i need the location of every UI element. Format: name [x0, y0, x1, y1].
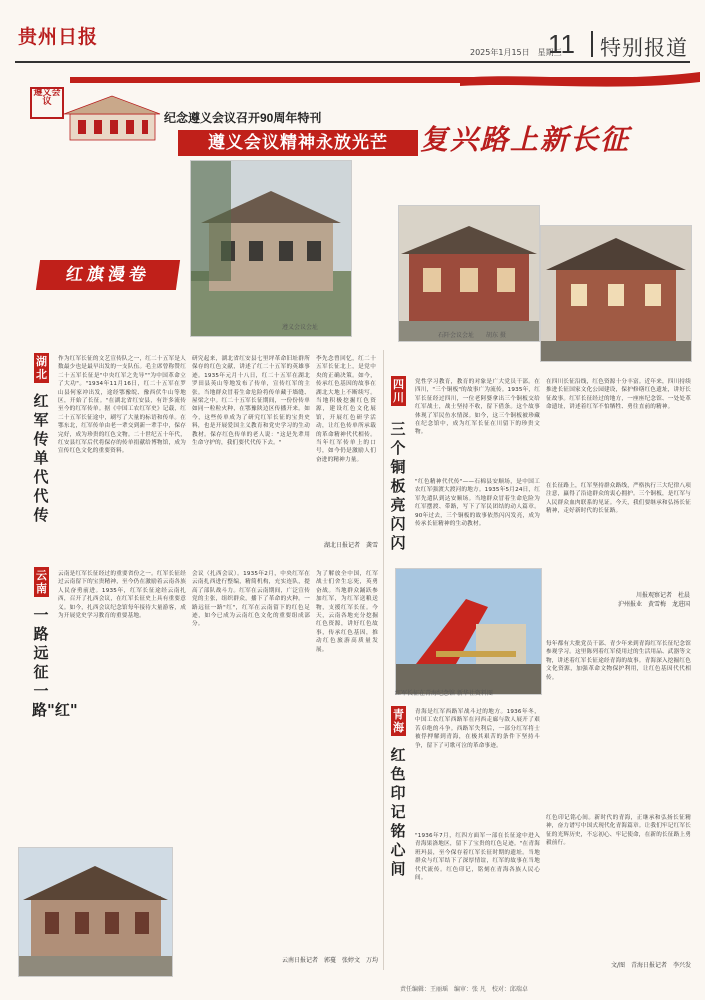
story-body-yunnan-col1: 云南是红军长征经过的重要省份之一。红军长征经过云南留下的宝贵精神，至今仍在激励着云南各族人民奋勇前进。1935年，红军长征途经云南扎西，召开了扎西会议，在红军长征史上具有重要意义。如今，扎西会议纪念馆每年接待大量游客，成为开展党史学习教育的重要基地。 [58, 571, 186, 620]
special-issue-subhead: 纪念遵义会议召开90周年特刊 [164, 111, 322, 125]
story-body-sichuan-col4: 在长征路上，红军坚持群众路线，严格执行三大纪律八项注意，赢得了沿途群众的衷心拥护。三个铜板，是红军与人民群众血肉联系的见证。今天，我们要继承和弘扬长征精神，走好新时代的长征路。 [546, 483, 691, 515]
newspaper-logo: 贵州日报 [18, 26, 99, 48]
calligraphy-slogan: 复兴路上新长征 [420, 123, 631, 156]
photo-yunnan-memorial [18, 847, 173, 977]
masthead-divider [591, 31, 593, 57]
photo-zunyi-site [190, 160, 352, 337]
story-body-qinghai-col2: "1936年7月，红四方面军一部在长征途中进入青海果洛地区，留下了宝贵的红色足迹。"在青海班玛县，至今保存着红军长征时期的遗址。当地群众与红军结下了深厚情谊，红军的故事在当地代代流传。红色印记，铭刻在青海各族人民心间。 [415, 833, 540, 882]
story-body-sichuan-col2: "红色精神代代传"——石棉县安顺场，是中国工农红军强渡大渡河的地方。1935年5月24日，红军先遣队到达安顺场。当地群众冒着生命危险为红军摆渡、带路，写下了军民团结的动人篇章。90年过去，三个铜板的故事依然闪闪发亮，成为传承长征精神的生动教材。 [415, 479, 540, 528]
region-tag-yunnan: 云南 [36, 569, 47, 595]
region-tag-hubei: 湖北 [36, 355, 47, 381]
story-title-yunnan: 一路远征一路"红" [32, 606, 78, 719]
region-tag-sichuan: 四川 [393, 378, 404, 404]
seal-stamp: 遵义会议 [30, 87, 64, 119]
photo-caption-2: 石阡会议会址 胡东 摄 [438, 332, 506, 339]
story-body-sichuan-col3: 在四川长征沿线，红色资源十分丰富。近年来，四川持续推进长征国家文化公园建设，保护修缮红色遗址，讲好长征故事。红军长征经过的地方，一座座纪念馆、一处处革命遗址，讲述着红军不怕牺牲、勇往直前的精神。 [546, 379, 691, 411]
story-body-qinghai-col1: 青海是红军西路军战斗过的地方。1936年冬，中国工农红军西路军在河西走廊与敌人展开了艰苦卓绝的斗争。西路军失利后，一部分红军将士被俘押解到青海，在极其艰苦的条件下坚持斗争，留下了可歌可泣的革命事迹。 [415, 709, 540, 749]
story-title-sichuan: 三个铜板亮闪闪 [390, 420, 406, 552]
story-author-yunnan: 云南日报记者 郭蔓 张婷文 万均 [281, 957, 378, 964]
story-author-hubei: 湖北日报记者 龚雪 [323, 542, 378, 549]
brush-swoosh-icon [460, 70, 700, 100]
story-author-sichuan: 川报观察记者 杜晨 沪州报业 黄雪梅 龙进国 [617, 592, 690, 608]
pavilion-illustration [60, 86, 165, 146]
photo-qinghai-monument [395, 568, 542, 695]
story-title-qinghai: 红色印记铭心间 [390, 746, 406, 878]
section-title: 特别报道 [600, 37, 688, 60]
photo-caption-1: 遵义会议会址 [282, 324, 319, 331]
masthead-rule [15, 61, 690, 63]
region-tag-qinghai: 青海 [393, 708, 404, 734]
column-divider [383, 350, 384, 970]
photo-caption-4: 红军长征在青海纪念馆 新华社资料图 [395, 690, 493, 697]
story-body-qinghai-col4: 红色印记铭心间。新时代的青海，正继承和弘扬长征精神，奋力谱写中国式现代化青海篇章。让我们牢记红军长征的光辉历史，不忘初心、牢记使命，在新的长征路上勇毅前行。 [546, 815, 691, 847]
story-body-qinghai-col3: 每年都有大批党员干部、青少年来到青海红军长征纪念馆参观学习。这里陈列着红军使用过的生活用品、武器等文物，讲述着红军长征途经青海的故事。青海深入挖掘红色文化资源，加强革命文物保护利用，让红色基因代代相传。 [546, 641, 691, 681]
story-title-hubei: 红军传单代代传 [33, 392, 49, 524]
footer-editor-credits: 责任编辑：王丽瑶 编审：张 凡 校对：邱瑞卓 [400, 986, 528, 993]
main-headline: 遵义会议精神永放光芒 [178, 130, 418, 156]
story-body-sichuan-col1: 党性学习教育，教育的对象是广大党员干部。在四川，"三个铜板"的故事广为流传。1935年，红军长征经过四川，一位老阿婆拿出三个铜板交给红军战士，战士坚持不收，留下借条。这个故事体现了军民鱼水情深。如今，这三个铜板被珍藏在纪念馆中，成为红军长征在川留下的珍贵文物。 [415, 379, 540, 436]
story-body-hubei-col1: 作为红军长征的文艺宣传队之一，红二十五军是人数最少也是最早出发的一支队伍。毛主席曾称赞红二十五军长征是"中央红军之先导""为中国革命立了大功"。"1934年11月16日，红二十五军在罗山县何家冲出发，途经鄂豫皖、豫西伏牛山等地区，开始了长征。"在湖北省红安县，有许多流传至今的红军传单。据《中国工农红军史》记载，红二十五军长征途中，刷写了大量的标语和传单。在鄂东北，红军传单由老一辈交到新一辈手中，保存完好，成为珍贵的红色文物。二十世纪五十年代，红安县红军后代将保存的传单捐献给博物馆，成为宣传红色文化的重要资料。 [58, 356, 186, 455]
story-body-yunnan-col2: 会议（扎西会议）。1935年2月，中央红军在云南扎西进行整编，精简机构，充实连队，提高了部队战斗力。红军在云南期间，广泛宣传党的主张，组织群众，播下了革命的火种。一路远征一路"红"，红军在云南留下的红色足迹，如今已成为云南红色文化的重要组成部分。 [192, 571, 310, 628]
page-number: 11 [548, 29, 575, 59]
story-author-qinghai: 文/图 青海日报记者 李兴发 [610, 962, 691, 969]
photo-shiqian-site [398, 205, 540, 342]
issue-date: 2025年1月15日 星期三 [470, 48, 562, 57]
story-body-yunnan-col3: 为了解放全中国，红军战士们舍生忘死，英勇奋战。当地群众踊跃参加红军，为红军送粮送物，支援红军长征。今天，云南各地充分挖掘红色资源，讲好红色故事，传承红色基因，推动红色旅游高质量发展。 [316, 571, 378, 653]
story-body-hubei-col3: 李先念曾回忆，红二十五军长征北上，是党中央的正确决策。如今，传承红色基因的故事在湖北大地上不断续写。当地积极挖掘红色资源，建设红色文化展馆，开展红色研学活动，让红色传单所承载的革命精神代代相传。当年红军传单上的口号，如今仍是激励人们奋进的精神力量。 [316, 356, 376, 463]
section-tag-hongqi: 红旗漫卷 [36, 260, 180, 290]
photo-sichuan-building [540, 225, 692, 362]
story-body-hubei-col2: 研究起来，湖北省红安县七里坪革命旧址群所保存的红色文献，讲述了红二十五军的英雄事迹。1935年元月十八日，红二十五军在湖北罗田县英山等地发布了传单，宣传红军的主张。当地群众冒着生命危险将传单藏于墙缝、屋梁之中。红二十五军长征期间，一份份传单如同一粒粒火种，在鄂豫陕边区传播开来。如今，这些传单成为了研究红军长征的宝贵史料，也是开展爱国主义教育和党史学习的生动教材。保存红色传单的老人说："这是先辈用生命守护的，我们要代代传下去。" [192, 356, 310, 447]
